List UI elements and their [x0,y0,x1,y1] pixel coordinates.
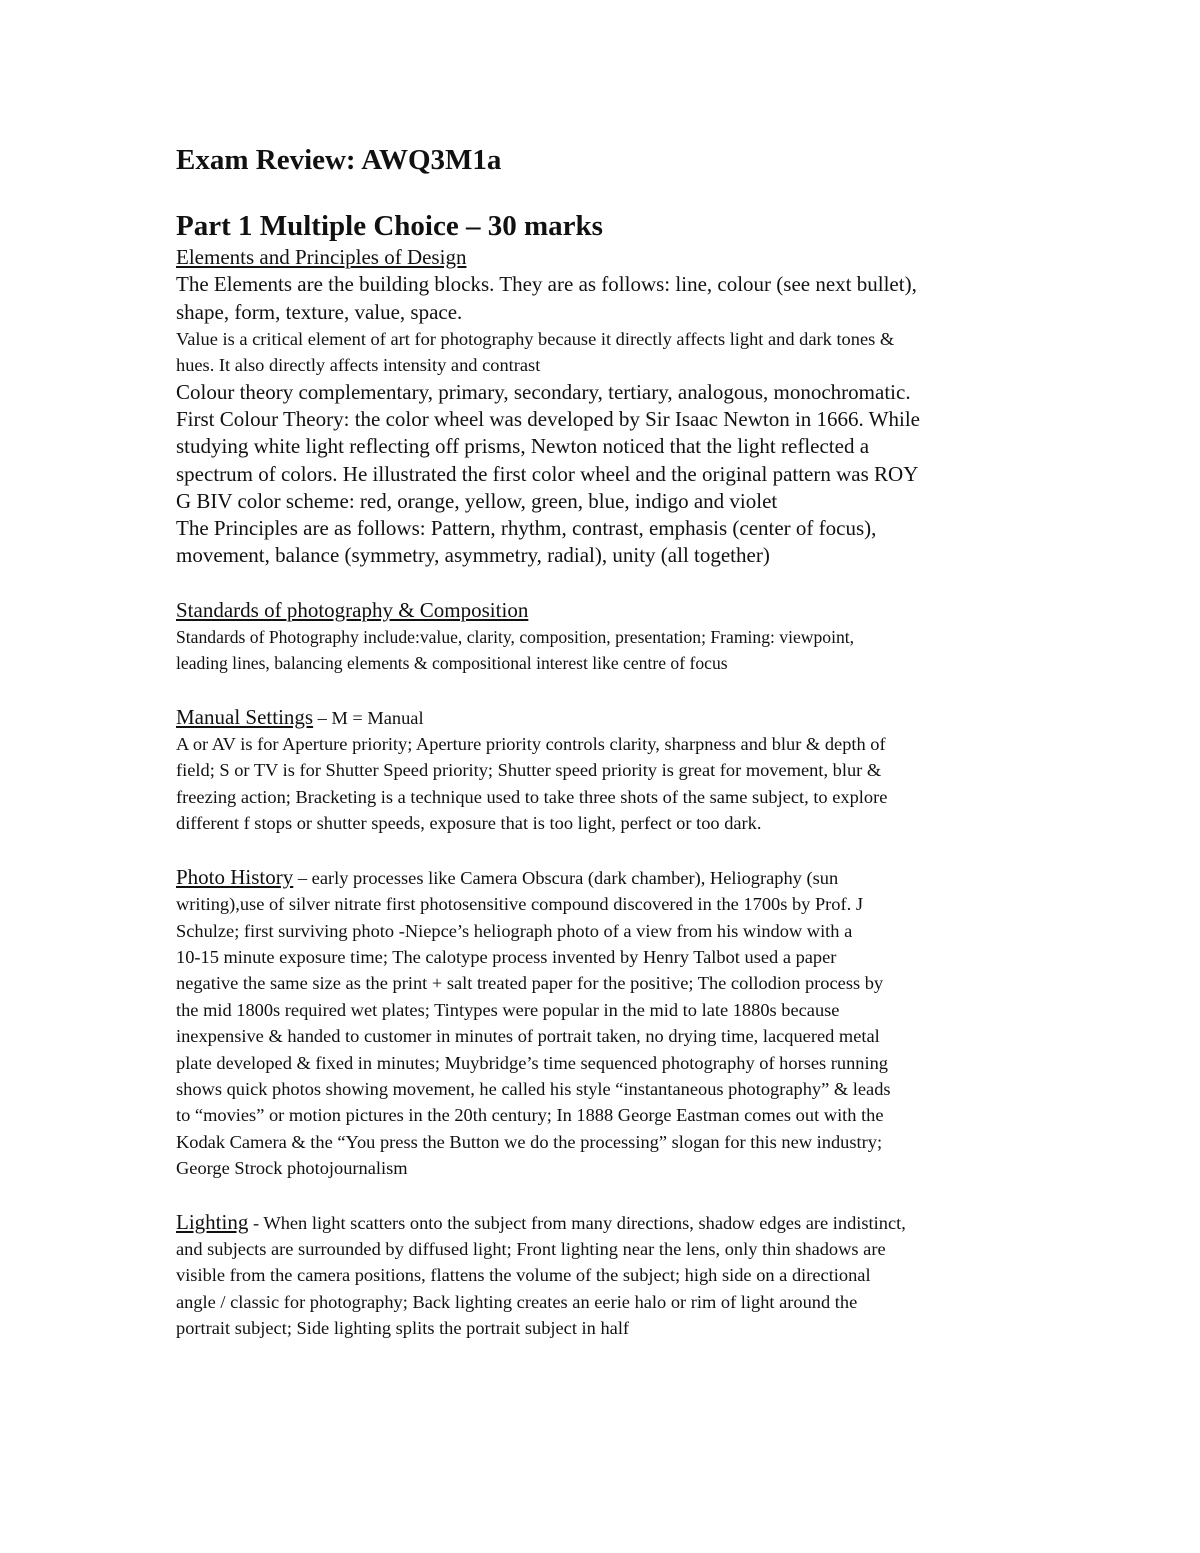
section-heading-manual: Manual Settings [176,704,314,729]
text-line: G BIV color scheme: red, orange, yellow, green, blue, indigo and violet [176,488,778,513]
section-standards [176,597,1036,677]
heading-suffix: - When light scatters onto the subject from many directions, shadow edges are indistinct, [248,1212,906,1233]
text-line: freezing action; Bracketing is a technique used to take three shots of the same subject, to explore [176,786,888,807]
text-line: shape, form, texture, value, space. [176,299,463,324]
text-line: hues. It also directly affects intensity and contrast [176,355,541,376]
section-elements [176,244,1036,570]
text-line: First Colour Theory: the color wheel was developed by Sir Isaac Newton in 1666. While [176,407,920,431]
document-page [176,142,1036,1342]
text-line: to “movies” or motion pictures in the 20th century; In 1888 George Eastman comes out with the [176,1105,884,1126]
section-heading-history: Photo History [176,864,294,889]
text-line: The Elements are the building blocks. They are as follows: line, colour (see next bullet), [176,272,917,297]
text-line: writing),use of silver nitrate first photosensitive compound discovered in the 1700s by Prof. J [176,894,863,915]
spacer [176,1182,1036,1209]
text-line: angle / classic for photography; Back lighting creates an eerie halo or rim of light around the [176,1291,858,1312]
text-line: Standards of Photography include:value, clarity, composition, presentation; Framing: viewpoint, [176,627,855,648]
text-line: studying white light reflecting off prisms, Newton noticed that the light reflected a [176,434,870,459]
text-line: visible from the camera positions, flattens the volume of the subject; high side on a directional [176,1265,871,1286]
text-line: plate developed & fixed in minutes; Muybridge’s time sequenced photography of horses running [176,1052,888,1073]
part-heading: Part 1 Multiple Choice – 30 marks [176,210,603,242]
text-line: portrait subject; Side lighting splits the portrait subject in half [176,1318,630,1339]
text-line: Value is a critical element of art for photography because it directly affects light and dark tones & [176,328,895,349]
text-line: George Strock photojournalism [176,1158,408,1179]
spacer [176,837,1036,864]
section-heading-standards: Standards of photography & Composition [176,597,529,622]
text-line: inexpensive & handed to customer in minutes of portrait taken, no drying time, lacquered metal [176,1026,880,1047]
text-line: and subjects are surrounded by diffused light; Front lighting near the lens, only thin shadows are [176,1238,886,1259]
section-heading-lighting: Lighting [176,1209,249,1234]
text-line: leading lines, balancing elements & compositional interest like centre of focus [176,653,728,674]
section-heading-line-manual [176,704,1036,731]
text-line: Schulze; first surviving photo -Niepce’s heliograph photo of a view from his window with a [176,920,853,941]
text-line: 10-15 minute exposure time; The calotype process invented by Henry Talbot used a paper [176,946,837,967]
text-line: A or AV is for Aperture priority; Aperture priority controls clarity, sharpness and blur & depth of [176,734,886,755]
section-history [176,864,1036,1182]
text-line: the mid 1800s required wet plates; Tintypes were popular in the mid to late 1880s because [176,999,840,1020]
text-line: spectrum of colors. He illustrated the first color wheel and the original pattern was ROY [176,461,919,486]
spacer [176,677,1036,704]
section-manual [176,704,1036,837]
heading-suffix: – early processes like Camera Obscura (dark chamber), Heliography (sun [293,867,839,888]
text-line: movement, balance (symmetry, asymmetry, radial), unity (all together) [176,543,770,568]
text-line: The Principles are as follows: Pattern, rhythm, contrast, emphasis (center of focus), [176,516,877,541]
section-lighting [176,1209,1036,1342]
text-line: field; S or TV is for Shutter Speed priority; Shutter speed priority is great for movement, blur & [176,760,882,781]
section-heading-elements: Elements and Principles of Design [176,245,467,269]
heading-suffix: – M = Manual [313,707,424,728]
page-title: Exam Review: AWQ3M1a [176,144,502,176]
text-line: Colour theory complementary, primary, secondary, tertiary, analogous, monochromatic. [176,379,911,404]
text-line: shows quick photos showing movement, he called his style “instantaneous photography” & leads [176,1078,891,1099]
section-heading-line-lighting [176,1209,1036,1236]
section-heading-line-history [176,864,1036,891]
text-line: negative the same size as the print + salt treated paper for the positive; The collodion process by [176,973,884,994]
text-line: Kodak Camera & the “You press the Button we do the processing” slogan for this new industry; [176,1131,883,1152]
text-line: different f stops or shutter speeds, exposure that is too light, perfect or too dark. [176,813,762,834]
spacer [176,570,1036,597]
